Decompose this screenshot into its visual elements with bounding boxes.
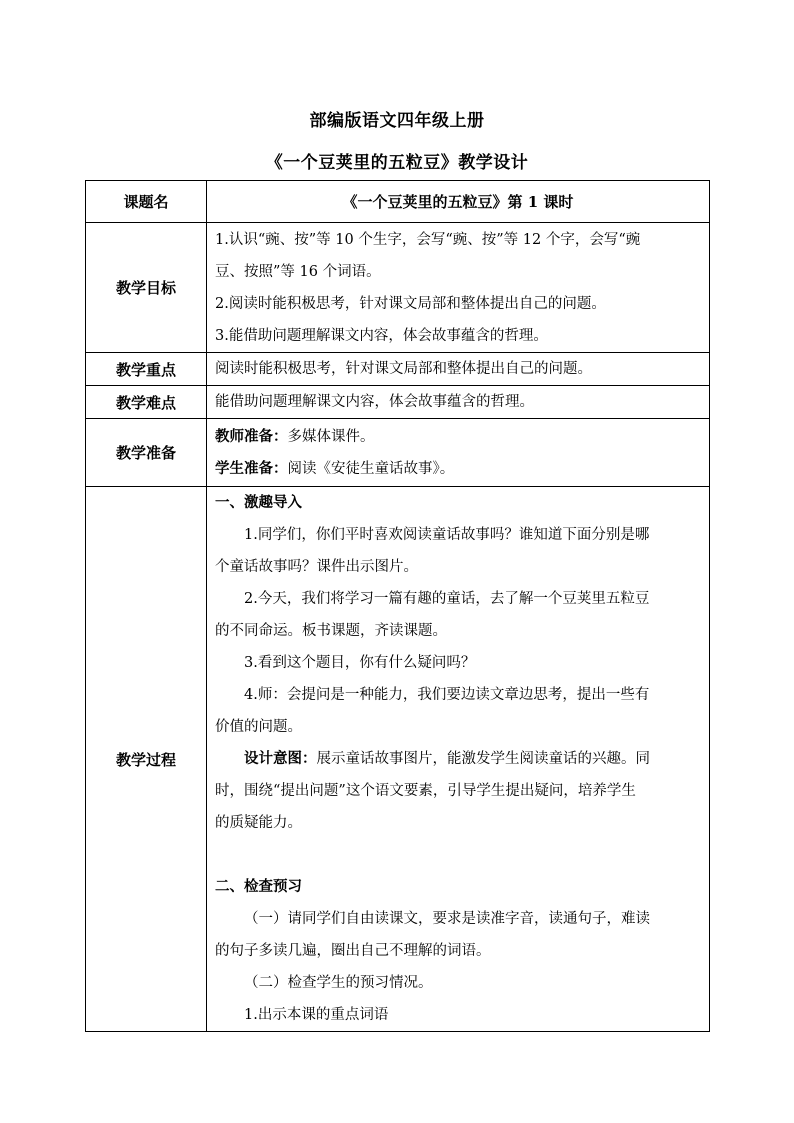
paragraph-line: 的句子多读几遍，圈出自己不理解的词语。 — [215, 943, 491, 959]
section-heading: 二、检查预习 — [215, 878, 302, 895]
paragraph-line: 2.今天，我们将学习一篇有趣的童话，去了解一个豆荚里五粒豆 — [244, 591, 650, 607]
spacer — [215, 839, 703, 871]
value-goals — [207, 223, 710, 353]
paragraph-line: 1.出示本课的重点词语 — [244, 1007, 389, 1023]
student-prep-label: 学生准备： — [215, 459, 288, 477]
teacher-prep-label: 教师准备： — [215, 427, 288, 445]
paragraph-line: 价值的问题。 — [215, 719, 302, 735]
paragraph-line: （二）检查学生的预习情况。 — [244, 975, 433, 991]
paragraph-line: 时，围绕“提出问题”这个语文要素，引导学生提出疑问，培养学生 — [215, 783, 636, 799]
paragraph-line: 4.师：会提问是一种能力，我们要边读文章边思考，提出一些有 — [244, 687, 650, 703]
value-process — [207, 487, 710, 1032]
value-title: 《一个豆荚里的五粒豆》第 1 课时 — [207, 181, 710, 223]
student-prep-line — [215, 453, 703, 485]
goal-line: 1.认识“豌、按”等 10 个生字，会写“豌、按”等 12 个字，会写“豌 — [215, 231, 641, 248]
value-difficulties — [207, 386, 710, 419]
design-intent-text: 展示童话故事图片，能激发学生阅读童话的兴趣。同 — [316, 751, 650, 767]
key-points-text: 阅读时能积极思考，针对课文局部和整体提出自己的问题。 — [215, 361, 592, 377]
row-title — [86, 181, 710, 223]
goal-line: 2.阅读时能积极思考，针对课文局部和整体提出自己的问题。 — [215, 295, 606, 312]
teacher-prep-line — [215, 421, 703, 453]
document-title: 部编版语文四年级上册 — [309, 111, 485, 131]
row-difficulties — [86, 386, 710, 419]
label-preparation: 教学准备 — [86, 419, 207, 487]
student-prep-value: 阅读《安徒生童话故事》。 — [287, 460, 455, 477]
paragraph-line: 的质疑能力。 — [215, 815, 302, 831]
goal-line: 豆、按照”等 16 个词语。 — [215, 263, 381, 280]
label-difficulties: 教学难点 — [86, 386, 207, 419]
paragraph-line: （一）请同学们自由读课文，要求是读准字音，读通句子，难读 — [244, 911, 650, 927]
design-intent-line — [215, 743, 703, 775]
paragraph-line: 3.看到这个题目，你有什么疑问吗？ — [244, 655, 476, 671]
section-heading: 一、激趣导入 — [215, 494, 302, 511]
paragraph-line: 1.同学们，你们平时喜欢阅读童话故事吗？谁知道下面分别是哪 — [244, 527, 650, 543]
goal-line: 3.能借助问题理解课文内容，体会故事蕴含的哲理。 — [215, 327, 548, 344]
label-title: 课题名 — [86, 181, 207, 223]
difficulties-text: 能借助问题理解课文内容，体会故事蕴含的哲理。 — [215, 394, 534, 410]
label-process: 教学过程 — [86, 487, 207, 1032]
paragraph-line: 个童话故事吗？课件出示图片。 — [215, 559, 418, 575]
label-key-points: 教学重点 — [86, 353, 207, 386]
row-key-points — [86, 353, 710, 386]
design-intent-label: 设计意图： — [244, 750, 317, 767]
teacher-prep-value: 多媒体课件。 — [287, 428, 375, 445]
value-key-points — [207, 353, 710, 386]
value-preparation — [207, 419, 710, 487]
paragraph-line: 的不同命运。板书课题，齐读课题。 — [215, 623, 447, 639]
row-preparation — [86, 419, 710, 487]
row-goals — [86, 223, 710, 353]
label-goals: 教学目标 — [86, 223, 207, 353]
document-subtitle: 《一个豆荚里的五粒豆》教学设计 — [265, 153, 529, 173]
row-process — [86, 487, 710, 1032]
lesson-plan-table — [85, 180, 710, 1032]
